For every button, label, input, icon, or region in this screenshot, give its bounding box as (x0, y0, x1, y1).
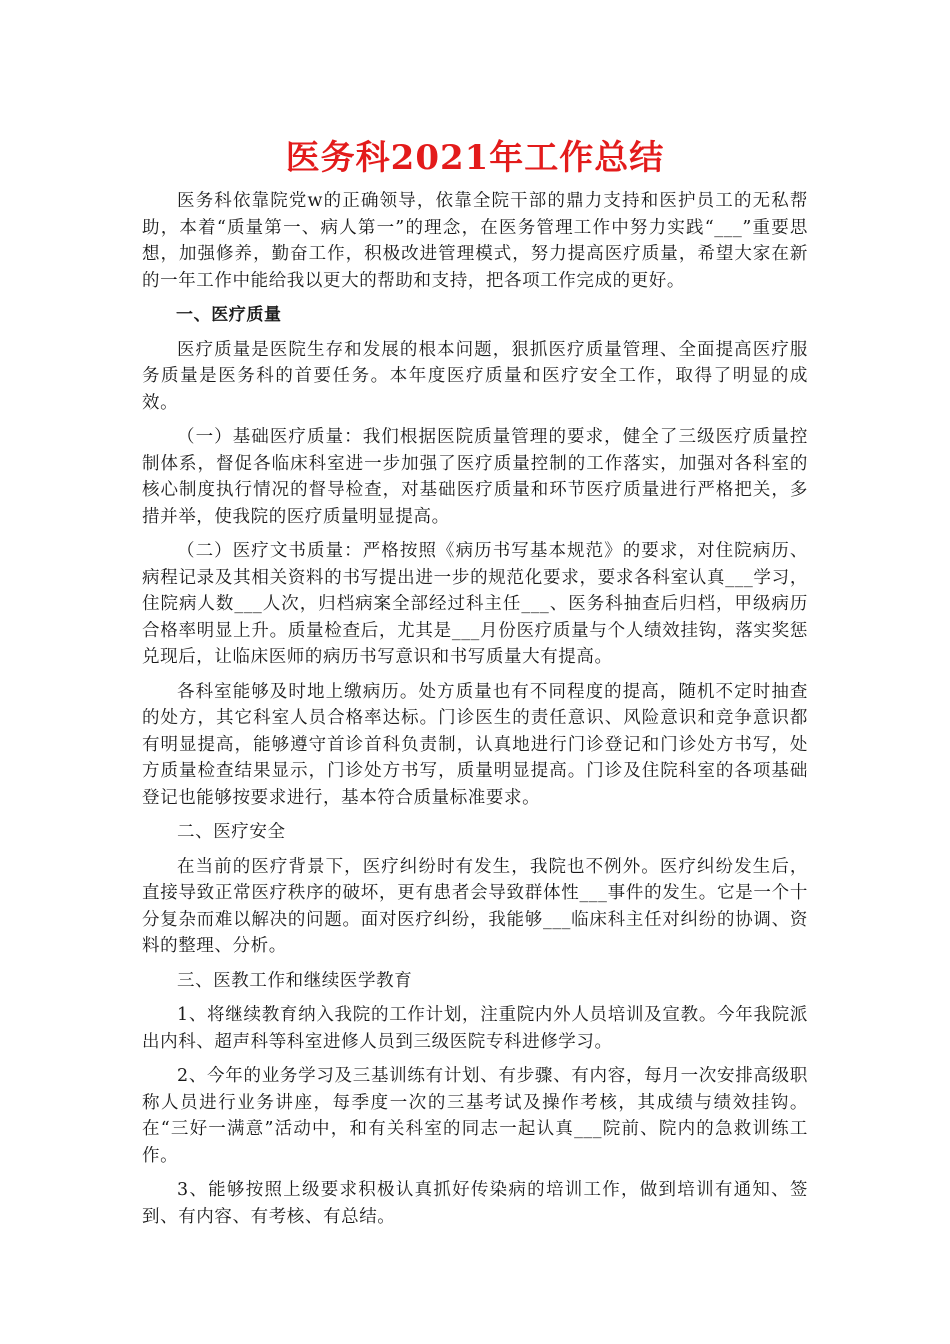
document-title: 医务科2021年工作总结 (285, 138, 665, 178)
intro-paragraph: 医务科依靠院党w的正确领导，依靠全院干部的鼎力支持和医护员工的无私帮助，本着“质量第一、病人第一”的理念，在医务管理工作中努力实践“___”重要思想，加强修养，勤奋工作，积极改进管理模式，努力提高医疗质量，希望大家在新的一年工作中能给我以更大的帮助和支持，把各项工作完成的更好。 (142, 191, 808, 291)
section-paragraph: 2、今年的业务学习及三基训练有计划、有步骤、有内容，每月一次安排高级职称人员进行业务讲座，每季度一次的三基考试及操作考核，其成绩与绩效挂钩。在“三好一满意”活动中，和有关科室的同志一起认真___院前、院内的急救训练工作。 (142, 1066, 808, 1166)
section-paragraph: 各科室能够及时地上缴病历。处方质量也有不同程度的提高，随机不定时抽查的处方，其它科室人员合格率达标。门诊医生的责任意识、风险意识和竞争意识都有明显提高，能够遵守首诊首科负责制，认真地进行门诊登记和门诊处方书写，处方质量检查结果显示，门诊处方书写，质量明显提高。门诊及住院科室的各项基础登记也能够按要求进行，基本符合质量标准要求。 (142, 681, 808, 808)
section-paragraph: 3、能够按照上级要求积极认真抓好传染病的培训工作，做到培训有通知、签到、有内容、有考核、有总结。 (142, 1180, 808, 1227)
section-heading-medical-quality: 一、医疗质量 (176, 305, 282, 325)
section-paragraph: 1、将继续教育纳入我院的工作计划，注重院内外人员培训及宣教。今年我院派出内科、超声科等科室进修人员到三级医院专科进修学习。 (142, 1005, 808, 1052)
section-paragraph: 医疗质量是医院生存和发展的根本问题，狠抓医疗质量管理、全面提高医疗服务质量是医务科的首要任务。本年度医疗质量和医疗安全工作，取得了明显的成效。 (142, 339, 808, 413)
section-paragraph: （一）基础医疗质量：我们根据医院质量管理的要求，健全了三级医疗质量控制体系，督促各临床科室进一步加强了医疗质量控制的工作落实，加强对各科室的核心制度执行情况的督导检查，对基础医疗质量和环节医疗质量进行严格把关，多措并举，使我院的医疗质量明显提高。 (142, 427, 808, 527)
document-body (142, 188, 808, 1238)
section-heading-medical-safety: 二、医疗安全 (177, 822, 286, 842)
section-paragraph: （二）医疗文书质量：严格按照《病历书写基本规范》的要求，对住院病历、病程记录及其相关资料的书写提出进一步的规范化要求，要求各科室认真___学习，住院病人数___人次，归档病案全部经过科主任___、医务科抽查后归档，甲级病历合格率明显上升。质量检查后，尤其是___月份医疗质量与个人绩效挂钩，落实奖惩兑现后，让临床医师的病历书写意识和书写质量大有提高。 (142, 541, 808, 667)
section-paragraph: 在当前的医疗背景下，医疗纠纷时有发生，我院也不例外。医疗纠纷发生后，直接导致正常医疗秩序的破坏，更有患者会导致群体性___事件的发生。它是一个十分复杂而难以解决的问题。面对医疗纠纷，我能够___临床科主任对纠纷的协调、资料的整理、分析。 (142, 856, 808, 956)
section-heading-medical-education: 三、医教工作和继续医学教育 (177, 970, 413, 991)
